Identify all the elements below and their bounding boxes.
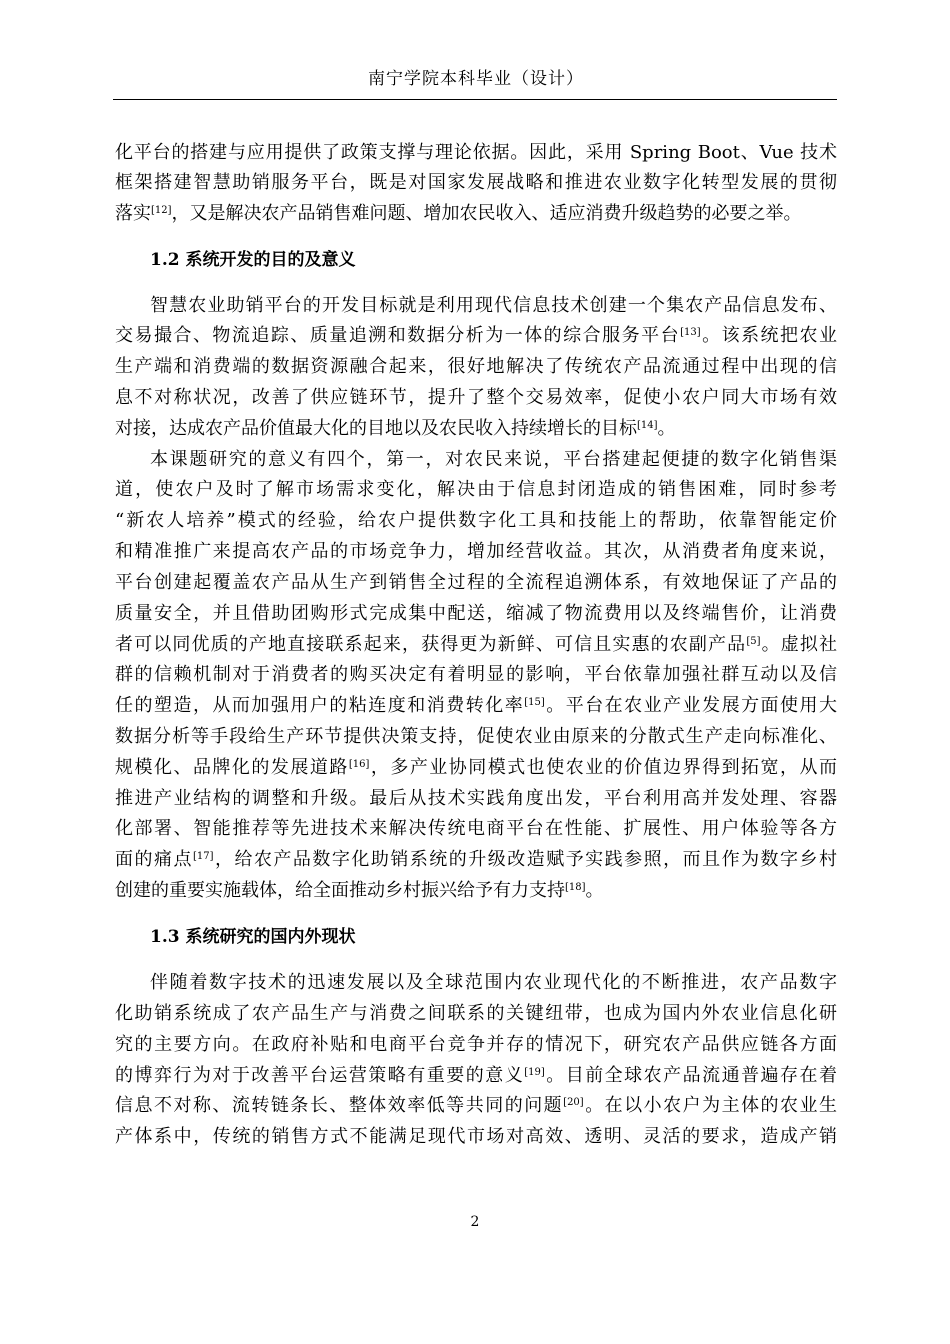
text-line [115,1066,837,1086]
text-line [115,388,837,408]
text-line [115,480,837,500]
text-run: 的博弈行为对于改善平台运营策略有重要的意义 [115,1065,525,1086]
text-run: 。该系统把农业 [700,325,838,346]
citation-marker: [17] [192,851,214,862]
text-line [115,173,837,193]
text-line [115,850,837,870]
text-run: 交易撮合、物流追踪、质量追溯和数据分析为一体的综合服务平台 [115,325,681,346]
text-run: 任的塑造，从而加强用户的粘连度和消费转化率 [115,695,525,716]
text-run: ，多产业协同模式也使农业的价值边界得到拓宽，从而 [369,757,838,778]
text-run: 框架搭建智慧助销服务平台，既是对国家发展战略和推进农业数字化转型发展的贯彻 [115,172,837,193]
text-line [115,357,837,377]
citation-marker: [15] [524,697,545,708]
text-line [150,973,837,993]
text-line [115,542,837,562]
text-run: 推进产业结构的调整和升级。最后从技术实践角度出发，平台利用高并发处理、容器 [115,788,837,809]
citation-marker: [13] [680,327,701,338]
text-line [115,326,837,346]
text-run: 。目前全球农产品流通普遍存在着 [544,1065,838,1086]
text-run: 息不对称状况，改善了供应链环节，提升了整个交易效率，促使小农户同大市场有效 [115,387,837,408]
text-run: 落实 [115,203,151,224]
text-run: 。 [657,418,676,439]
text-line [115,1035,837,1055]
text-run: 信息不对称、流转链条长、整体效率低等共同的问题 [115,1095,564,1116]
text-run: 本课题研究的意义有四个，第一，对农民来说，平台搭建起便捷的数字化销售渠 [150,449,837,470]
text-run: 。 [585,880,604,901]
text-line [115,635,837,655]
citation-marker: [5] [746,636,761,647]
text-run: 生产端和消费端的数据资源融合起来，很好地解决了传统农产品流通过程中出现的信 [115,356,837,377]
text-run: 数据分析等手段给生产环节提供决策支持，促使农业由原来的分散式生产走向标准化、 [115,726,837,747]
section-heading: 1.3 系统研究的国内外现状 [150,927,356,947]
text-line [115,789,837,809]
citation-marker: [18] [565,882,586,893]
text-run: 。平台在农业产业发展方面使用大 [544,695,838,716]
text-run: 。虚拟社 [760,634,838,655]
text-run: 产体系中，传统的销售方式不能满足现代市场对高效、透明、灵活的要求，造成产销 [115,1126,837,1147]
text-line [115,696,837,716]
text-run: 化助销系统成了农产品生产与消费之间联系的关键纽带，也成为国内外农业信息化研 [115,1003,837,1024]
text-line [115,573,837,593]
text-run: 质量安全，并且借助团购形式完成集中配送，缩减了物流费用以及终端售价，让消费 [115,603,837,624]
text-run: 创建的重要实施载体，给全面推动乡村振兴给予有力支持 [115,880,565,901]
text-line [115,881,604,901]
text-run: 伴随着数字技术的迅速发展以及全球范围内农业现代化的不断推进，农产品数字 [150,972,837,993]
text-run: 道，使农户及时了解市场需求变化，解决由于信息封闭造成的销售困难，同时参考 [115,479,837,500]
text-run: 化平台的搭建与应用提供了政策支撑与理论依据。因此，采用 Spring Boot、Vue 技术 [115,142,837,163]
text-line [115,419,676,439]
text-run: “新农人培养”模式的经验，给农户提供数字化工具和技能上的帮助，依靠智能定价 [115,510,837,531]
text-run: 群的信赖机制对于消费者的购买决定有着明显的影响，平台依靠加强社群互动以及信 [115,664,837,685]
section-heading: 1.2 系统开发的目的及意义 [150,250,356,270]
text-line [115,1096,837,1116]
text-line [115,511,837,531]
text-run: ，给农产品数字化助销系统的升级改造赋予实践参照，而且作为数字乡村 [213,849,838,870]
header-divider [113,99,837,100]
text-line [115,204,802,224]
text-line [115,727,837,747]
text-line [115,604,837,624]
text-line [115,1004,837,1024]
citation-marker: [16] [348,759,370,770]
text-run: 者可以同优质的产地直接联系起来，获得更为新鲜、可信且实惠的农副产品 [115,634,747,655]
text-run: 规模化、品牌化的发展道路 [115,757,349,778]
text-run: ，又是解决农产品销售难问题、增加农民收入、适应消费升级趋势的必要之举。 [171,203,802,224]
page-number: 2 [470,1214,480,1230]
text-line [115,758,837,778]
text-line [115,1127,837,1147]
text-line [115,143,837,163]
text-run: 智慧农业助销平台的开发目标就是利用现代信息技术创建一个集农产品信息发布、 [150,295,837,316]
text-run: 和精准推广来提高农产品的市场竞争力，增加经营收益。其次，从消费者角度来说， [115,541,837,562]
text-line [150,450,837,470]
text-run: 对接，达成农产品价值最大化的目地以及农民收入持续增长的目标 [115,418,637,439]
text-line [115,819,837,839]
text-run: 。在以小农户为主体的农业生 [583,1095,838,1116]
text-run: 究的主要方向。在政府补贴和电商平台竞争并存的情况下，研究农产品供应链各方面 [115,1034,837,1055]
citation-marker: [12] [151,205,172,216]
text-run: 平台创建起覆盖农产品从生产到销售全过程的全流程追溯体系，有效地保证了产品的 [115,572,837,593]
text-line [150,296,837,316]
page-header: 南宁学院本科毕业（设计） [368,69,584,89]
text-run: 面的痛点 [115,849,193,870]
citation-marker: [20] [563,1097,584,1108]
citation-marker: [14] [637,420,658,431]
citation-marker: [19] [524,1067,545,1078]
text-run: 化部署、智能推荐等先进技术来解决传统电商平台在性能、扩展性、用户体验等各方 [115,818,837,839]
text-line [115,665,837,685]
